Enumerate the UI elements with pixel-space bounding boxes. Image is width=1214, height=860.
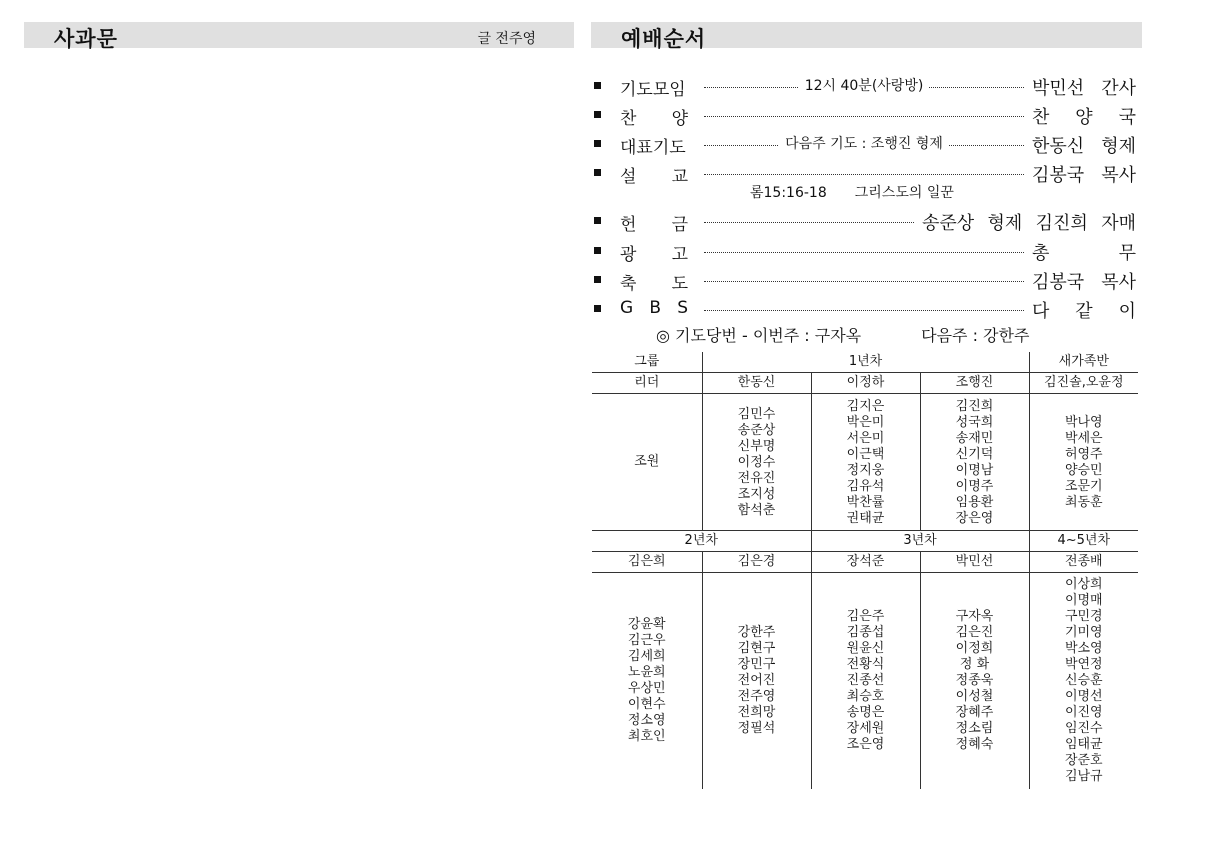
order-label: 대표기도 bbox=[620, 138, 686, 158]
leader-cell: 조행진 bbox=[920, 373, 1029, 394]
order-person: 김봉국 목사 bbox=[1032, 272, 1136, 293]
member-list-cell: 김지은 박은미 서은미 이근택 정지웅 김유석 박찬률 권태균 bbox=[811, 394, 920, 531]
leader-cell: 한동신 bbox=[702, 373, 811, 394]
member-list-cell: 강한주 김현구 장민구 전어진 전주영 전희망 정필석 bbox=[702, 573, 811, 790]
apology-byline: 글 전주영 bbox=[477, 31, 536, 47]
order-label: 축 도 bbox=[620, 274, 688, 294]
worship-order-item bbox=[594, 131, 1136, 157]
table-row bbox=[592, 373, 1138, 394]
right-header-bar bbox=[591, 22, 1142, 51]
leader-cell: 김은경 bbox=[702, 552, 811, 573]
leader-cell: 전종배 bbox=[1029, 552, 1138, 573]
sermon-verse: 롬15:16-18 bbox=[750, 185, 827, 201]
sermon-info bbox=[750, 182, 954, 202]
table-row bbox=[592, 552, 1138, 573]
order-label: 헌 금 bbox=[620, 215, 688, 235]
worship-order-item bbox=[594, 296, 1136, 322]
dotted-leader bbox=[704, 174, 1024, 175]
order-person: 찬 양 국 bbox=[1032, 107, 1136, 128]
member-list-cell: 김진희 성국희 송재민 신기덕 이명남 이명주 임용환 장은영 bbox=[920, 394, 1029, 531]
bullet-square-icon bbox=[594, 247, 601, 254]
order-note-text: 12시 40분(사랑방) bbox=[799, 78, 930, 94]
worship-order-item bbox=[594, 102, 1136, 128]
bullet-square-icon bbox=[594, 82, 601, 89]
year1-header: 1년차 bbox=[702, 352, 1029, 373]
dotted-leader bbox=[704, 252, 1024, 253]
left-header-bar bbox=[24, 22, 574, 51]
table-row bbox=[592, 573, 1138, 790]
member-list-cell: 이상희 이명매 구민경 기미영 박소영 박연정 신승훈 이명선 이진영 임진수 임태균 장준호 김남규 bbox=[1029, 573, 1138, 790]
prayer-duty-this-week: ◎ 기도당번 - 이번주 : 구자옥 bbox=[656, 326, 862, 345]
leader-cell: 리더 bbox=[592, 373, 702, 394]
leader-cell: 김진솔,오윤정 bbox=[1029, 373, 1138, 394]
dotted-leader bbox=[704, 281, 1024, 282]
worship-order-item bbox=[594, 73, 1136, 99]
group-header: 그룹 bbox=[634, 354, 660, 369]
member-list-cell: 김은주 김종섭 원윤신 전황식 진종선 최승호 송명은 장세원 조은영 bbox=[811, 573, 920, 790]
dotted-leader bbox=[704, 310, 1024, 311]
order-person: 다 같 이 bbox=[1032, 301, 1136, 322]
members-label: 조원 bbox=[592, 394, 702, 531]
worship-order-item bbox=[594, 267, 1136, 293]
worship-order-title: 예배순서 bbox=[621, 27, 707, 51]
year3-header: 3년차 bbox=[811, 531, 1029, 552]
order-note bbox=[704, 75, 1024, 95]
prayer-duty-next-week: 다음주 : 강한주 bbox=[921, 326, 1030, 345]
bullet-square-icon bbox=[594, 140, 601, 147]
sermon-title: 그리스도의 일꾼 bbox=[854, 185, 954, 201]
new-family-header: 새가족반 bbox=[1029, 352, 1138, 373]
member-list-cell: 김민수 송준상 신부명 이정수 전유진 조지성 함석춘 bbox=[702, 394, 811, 531]
order-person: 박민선 간사 bbox=[1032, 78, 1136, 99]
leader-cell: 김은희 bbox=[592, 552, 702, 573]
gbs-group-table bbox=[592, 352, 1138, 789]
worship-order-item bbox=[594, 238, 1136, 264]
order-label: 찬 양 bbox=[620, 109, 688, 129]
member-list-cell: 강윤확 김근우 김세희 노윤희 우상민 이현수 정소영 최호인 bbox=[592, 573, 702, 790]
prayer-duty bbox=[656, 323, 1029, 346]
order-label: G B S bbox=[620, 298, 688, 318]
table-row bbox=[592, 531, 1138, 552]
leader-cell: 장석준 bbox=[811, 552, 920, 573]
bullet-square-icon bbox=[594, 111, 601, 118]
dotted-leader bbox=[704, 116, 1024, 117]
bullet-square-icon bbox=[594, 217, 601, 224]
member-list-cell: 박나영 박세은 허영주 양승민 조문기 최동훈 bbox=[1029, 394, 1138, 531]
order-note-text: 다음주 기도 : 조행진 형제 bbox=[779, 136, 949, 152]
table-row bbox=[592, 352, 1138, 373]
member-list-cell: 구자옥 김은진 이정희 정 화 정종욱 이성철 장혜주 정소림 정혜숙 bbox=[920, 573, 1029, 790]
order-note bbox=[704, 133, 1024, 153]
dotted-leader bbox=[704, 222, 914, 223]
year2-header: 2년차 bbox=[592, 531, 811, 552]
table-row bbox=[592, 394, 1138, 531]
leader-cell: 이정하 bbox=[811, 373, 920, 394]
apology-title: 사과문 bbox=[54, 27, 118, 51]
bullet-square-icon bbox=[594, 305, 601, 312]
order-label: 기도모임 bbox=[620, 80, 686, 100]
worship-order-item bbox=[594, 208, 1136, 234]
bullet-square-icon bbox=[594, 276, 601, 283]
leader-cell: 박민선 bbox=[920, 552, 1029, 573]
order-person: 송준상 형제 김진희 자매 bbox=[922, 213, 1136, 234]
bullet-square-icon bbox=[594, 169, 601, 176]
order-label: 설 교 bbox=[620, 167, 688, 187]
order-person: 한동신 형제 bbox=[1032, 136, 1136, 157]
year45-header: 4~5년차 bbox=[1029, 531, 1138, 552]
order-person: 김봉국 목사 bbox=[1032, 165, 1136, 186]
order-person: 총 무 bbox=[1032, 243, 1136, 264]
order-label: 광 고 bbox=[620, 245, 688, 265]
